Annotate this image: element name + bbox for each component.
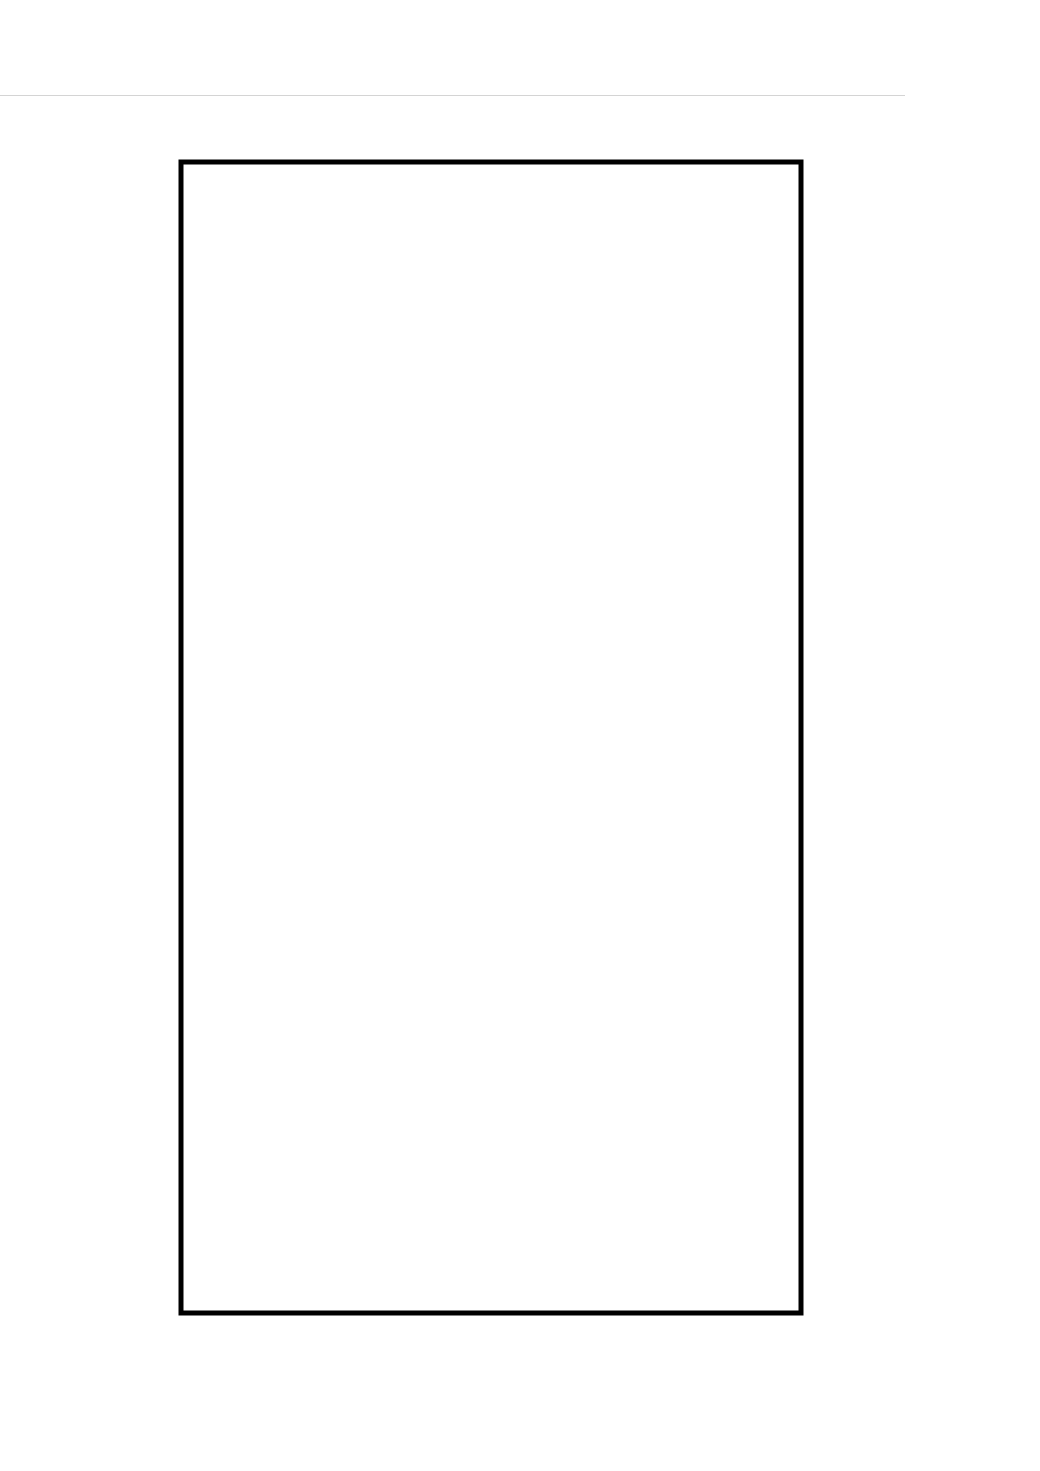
- case-legend: [820, 0, 930, 1200]
- chart-border: [181, 162, 801, 1313]
